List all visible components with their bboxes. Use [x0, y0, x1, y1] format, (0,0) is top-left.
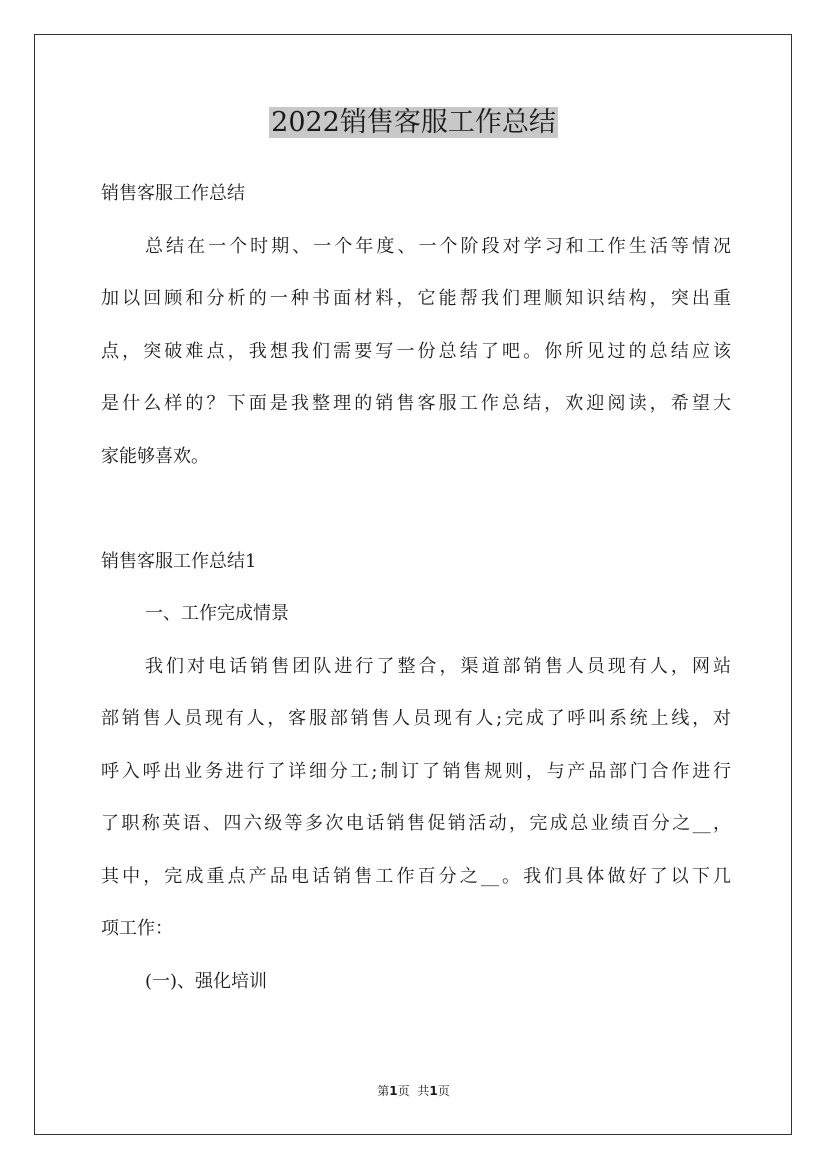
footer-total-prefix: 共: [417, 1084, 430, 1098]
item-line-4: 了职称英语、四六级等多次电话销售促销活动，完成总业绩百分之__，: [101, 813, 731, 834]
document-title: [0, 104, 827, 142]
item-heading: 一、工作完成情景: [145, 603, 289, 624]
intro-line-4: 是什么样的？下面是我整理的销售客服工作总结，欢迎阅读，希望大: [101, 393, 731, 414]
intro-line-2: 加以回顾和分析的一种书面材料，它能帮我们理顺知识结构，突出重: [101, 288, 731, 309]
footer-total-number: 1: [429, 1084, 438, 1098]
document-body: [101, 168, 731, 1008]
footer-page-suffix: 页: [397, 1084, 410, 1098]
paragraph-gap: [101, 483, 731, 536]
footer-prefix: 第: [377, 1084, 390, 1098]
item-line-2: 部销售人员现有人，客服部销售人员现有人;完成了呼叫系统上线，对: [101, 708, 731, 729]
footer-page-number: 1: [389, 1084, 398, 1098]
footer-total-suffix: 页: [437, 1084, 450, 1098]
section-heading: 销售客服工作总结1: [101, 550, 257, 572]
intro-line-3: 点，突破难点，我想我们需要写一份总结了吧。你所见过的总结应该: [101, 340, 731, 362]
item-line-3: 呼入呼出业务进行了详细分工;制订了销售规则，与产品部门合作进行: [101, 760, 731, 782]
page-footer: [0, 1082, 827, 1100]
subtitle: 销售客服工作总结: [101, 183, 245, 204]
intro-line-1: 总结在一个时期、一个年度、一个阶段对学习和工作生活等情况: [145, 235, 731, 257]
item-line-5: 其中，完成重点产品电话销售工作百分之__。我们具体做好了以下几: [101, 865, 731, 887]
sub-heading: (一)、强化培训: [145, 970, 268, 992]
document-title-text: 2022销售客服工作总结: [271, 107, 556, 138]
intro-line-5: 家能够喜欢。: [101, 445, 209, 467]
item-line-6: 项工作：: [101, 918, 173, 939]
item-line-1: 我们对电话销售团队进行了整合，渠道部销售人员现有人，网站: [145, 655, 731, 677]
